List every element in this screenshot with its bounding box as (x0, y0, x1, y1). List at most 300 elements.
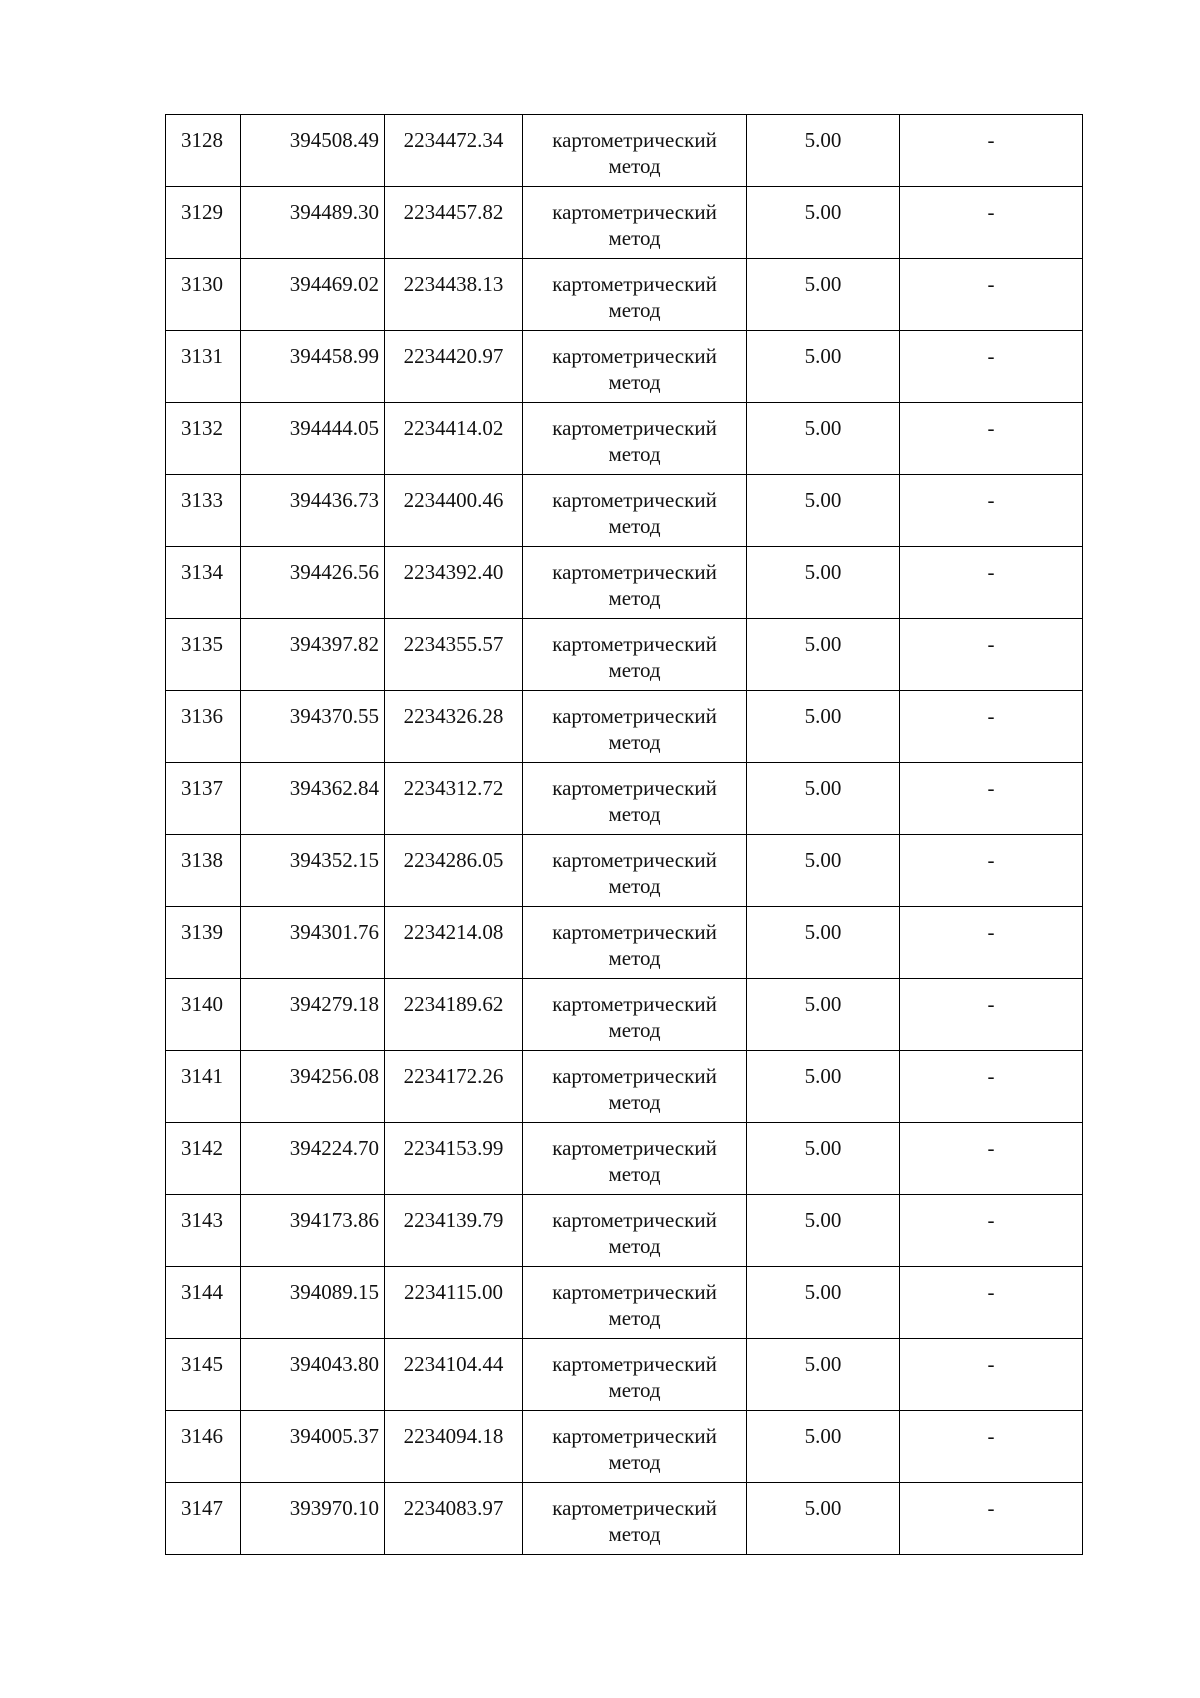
y-coordinate-cell-text: 2234172.26 (403, 1064, 504, 1088)
method-line-2: метод (608, 802, 661, 826)
point-number-cell (166, 1483, 241, 1555)
method-line-1: картометрический (552, 200, 717, 224)
method-cell (523, 1123, 747, 1195)
y-coordinate-cell-text: 2234115.00 (404, 1280, 503, 1304)
y-coordinate-cell-text: 2234355.57 (403, 632, 504, 656)
note-cell (900, 331, 1083, 403)
note-cell-text: - (987, 1352, 995, 1376)
method-line-1: картометрический (552, 560, 717, 584)
accuracy-cell-text: 5.00 (804, 1424, 842, 1448)
method-line-1: картометрический (552, 632, 717, 656)
note-cell (900, 259, 1083, 331)
point-number-cell-text: 3141 (181, 1064, 223, 1088)
method-cell (523, 979, 747, 1051)
coordinates-table-body (166, 115, 1083, 1555)
point-number-cell-text: 3131 (181, 344, 223, 368)
point-number-cell (166, 1339, 241, 1411)
x-coordinate-cell-text: 394370.55 (289, 704, 379, 728)
point-number-cell (166, 187, 241, 259)
point-number-cell (166, 763, 241, 835)
x-coordinate-cell (241, 835, 385, 907)
method-text (523, 1411, 746, 1475)
point-number-cell (166, 331, 241, 403)
y-coordinate-cell-text: 2234457.82 (403, 200, 504, 224)
note-cell-text: - (987, 128, 995, 152)
y-coordinate-cell (385, 187, 523, 259)
point-number-cell-text: 3144 (181, 1280, 223, 1304)
method-cell (523, 1195, 747, 1267)
method-text (523, 475, 746, 539)
method-cell (523, 1339, 747, 1411)
point-number-cell (166, 907, 241, 979)
point-number-cell (166, 691, 241, 763)
note-cell-text: - (987, 200, 995, 224)
y-coordinate-cell (385, 259, 523, 331)
accuracy-cell (747, 1483, 900, 1555)
method-line-1: картометрический (552, 1496, 717, 1520)
note-cell-text: - (987, 488, 995, 512)
accuracy-cell (747, 1267, 900, 1339)
table-row (166, 115, 1083, 187)
method-text (523, 763, 746, 827)
y-coordinate-cell (385, 835, 523, 907)
x-coordinate-cell (241, 187, 385, 259)
y-coordinate-cell (385, 403, 523, 475)
table-row (166, 547, 1083, 619)
y-coordinate-cell-text: 2234214.08 (403, 920, 504, 944)
y-coordinate-cell-text: 2234438.13 (403, 272, 504, 296)
y-coordinate-cell-text: 2234420.97 (403, 344, 504, 368)
x-coordinate-cell (241, 763, 385, 835)
method-line-2: метод (608, 1234, 661, 1258)
accuracy-cell (747, 1339, 900, 1411)
y-coordinate-cell-text: 2234472.34 (403, 128, 504, 152)
y-coordinate-cell-text: 2234083.97 (403, 1496, 504, 1520)
point-number-cell (166, 1123, 241, 1195)
point-number-cell (166, 1411, 241, 1483)
method-cell (523, 331, 747, 403)
note-cell (900, 547, 1083, 619)
table-row (166, 1339, 1083, 1411)
point-number-cell (166, 475, 241, 547)
method-text (523, 619, 746, 683)
coordinates-table (165, 114, 1083, 1555)
note-cell-text: - (987, 272, 995, 296)
table-row (166, 691, 1083, 763)
note-cell (900, 187, 1083, 259)
note-cell (900, 1267, 1083, 1339)
accuracy-cell (747, 547, 900, 619)
method-cell (523, 115, 747, 187)
note-cell-text: - (987, 1136, 995, 1160)
method-line-2: метод (608, 370, 661, 394)
point-number-cell-text: 3136 (181, 704, 223, 728)
x-coordinate-cell-text: 394444.05 (289, 416, 379, 440)
note-cell-text: - (987, 920, 995, 944)
table-row (166, 763, 1083, 835)
accuracy-cell (747, 259, 900, 331)
y-coordinate-cell (385, 1411, 523, 1483)
point-number-cell (166, 259, 241, 331)
accuracy-cell (747, 691, 900, 763)
y-coordinate-cell-text: 2234139.79 (403, 1208, 504, 1232)
method-cell (523, 259, 747, 331)
point-number-cell-text: 3140 (181, 992, 223, 1016)
accuracy-cell-text: 5.00 (804, 200, 842, 224)
x-coordinate-cell-text: 394279.18 (289, 992, 379, 1016)
method-text (523, 547, 746, 611)
table-row (166, 619, 1083, 691)
point-number-cell (166, 547, 241, 619)
x-coordinate-cell (241, 1339, 385, 1411)
accuracy-cell-text: 5.00 (804, 560, 842, 584)
method-text (523, 1123, 746, 1187)
accuracy-cell (747, 979, 900, 1051)
method-line-1: картометрический (552, 776, 717, 800)
point-number-cell-text: 3128 (181, 128, 223, 152)
y-coordinate-cell-text: 2234094.18 (403, 1424, 504, 1448)
y-coordinate-cell (385, 1267, 523, 1339)
point-number-cell (166, 403, 241, 475)
note-cell (900, 1051, 1083, 1123)
note-cell (900, 1123, 1083, 1195)
accuracy-cell (747, 619, 900, 691)
point-number-cell (166, 979, 241, 1051)
accuracy-cell-text: 5.00 (804, 848, 842, 872)
accuracy-cell-text: 5.00 (804, 1064, 842, 1088)
y-coordinate-cell-text: 2234312.72 (403, 776, 504, 800)
table-row (166, 403, 1083, 475)
accuracy-cell (747, 331, 900, 403)
note-cell-text: - (987, 848, 995, 872)
note-cell (900, 1483, 1083, 1555)
note-cell-text: - (987, 560, 995, 584)
accuracy-cell (747, 475, 900, 547)
method-line-1: картометрический (552, 1064, 717, 1088)
method-line-1: картометрический (552, 704, 717, 728)
method-cell (523, 763, 747, 835)
y-coordinate-cell (385, 1123, 523, 1195)
method-text (523, 835, 746, 899)
note-cell (900, 763, 1083, 835)
x-coordinate-cell (241, 907, 385, 979)
method-line-1: картометрический (552, 920, 717, 944)
method-text (523, 331, 746, 395)
accuracy-cell (747, 763, 900, 835)
method-line-2: метод (608, 1162, 661, 1186)
method-line-2: метод (608, 1018, 661, 1042)
accuracy-cell (747, 187, 900, 259)
method-cell (523, 1411, 747, 1483)
method-cell (523, 835, 747, 907)
table-row (166, 475, 1083, 547)
accuracy-cell-text: 5.00 (804, 1136, 842, 1160)
accuracy-cell-text: 5.00 (804, 632, 842, 656)
y-coordinate-cell (385, 619, 523, 691)
y-coordinate-cell (385, 331, 523, 403)
accuracy-cell (747, 115, 900, 187)
note-cell-text: - (987, 416, 995, 440)
note-cell (900, 1411, 1083, 1483)
note-cell-text: - (987, 1280, 995, 1304)
accuracy-cell (747, 403, 900, 475)
x-coordinate-cell (241, 403, 385, 475)
table-row (166, 907, 1083, 979)
method-text (523, 1195, 746, 1259)
accuracy-cell-text: 5.00 (804, 1208, 842, 1232)
y-coordinate-cell (385, 1051, 523, 1123)
method-text (523, 403, 746, 467)
x-coordinate-cell (241, 115, 385, 187)
x-coordinate-cell-text: 394469.02 (289, 272, 379, 296)
accuracy-cell-text: 5.00 (804, 272, 842, 296)
method-text (523, 907, 746, 971)
note-cell-text: - (987, 344, 995, 368)
y-coordinate-cell (385, 691, 523, 763)
x-coordinate-cell (241, 331, 385, 403)
method-line-1: картометрический (552, 1424, 717, 1448)
table-row (166, 1123, 1083, 1195)
accuracy-cell (747, 1411, 900, 1483)
table-row (166, 1267, 1083, 1339)
x-coordinate-cell-text: 394301.76 (289, 920, 379, 944)
x-coordinate-cell (241, 1123, 385, 1195)
y-coordinate-cell (385, 979, 523, 1051)
x-coordinate-cell-text: 394426.56 (289, 560, 379, 584)
method-line-1: картометрический (552, 416, 717, 440)
x-coordinate-cell-text: 393970.10 (289, 1496, 379, 1520)
accuracy-cell-text: 5.00 (804, 488, 842, 512)
accuracy-cell-text: 5.00 (804, 704, 842, 728)
y-coordinate-cell-text: 2234392.40 (403, 560, 504, 584)
note-cell (900, 907, 1083, 979)
note-cell (900, 475, 1083, 547)
accuracy-cell (747, 1051, 900, 1123)
x-coordinate-cell-text: 394089.15 (289, 1280, 379, 1304)
method-line-2: метод (608, 226, 661, 250)
y-coordinate-cell (385, 1195, 523, 1267)
method-text (523, 115, 746, 179)
table-row (166, 835, 1083, 907)
method-line-2: метод (608, 658, 661, 682)
method-line-2: метод (608, 1522, 661, 1546)
point-number-cell-text: 3130 (181, 272, 223, 296)
y-coordinate-cell (385, 763, 523, 835)
method-text (523, 1483, 746, 1547)
point-number-cell-text: 3134 (181, 560, 223, 584)
x-coordinate-cell (241, 1195, 385, 1267)
method-line-1: картометрический (552, 1208, 717, 1232)
method-cell (523, 547, 747, 619)
y-coordinate-cell (385, 1339, 523, 1411)
method-text (523, 1339, 746, 1403)
point-number-cell-text: 3142 (181, 1136, 223, 1160)
x-coordinate-cell (241, 1483, 385, 1555)
accuracy-cell-text: 5.00 (804, 128, 842, 152)
table-row (166, 1195, 1083, 1267)
accuracy-cell (747, 1123, 900, 1195)
method-line-2: метод (608, 1090, 661, 1114)
x-coordinate-cell-text: 394005.37 (289, 1424, 379, 1448)
method-text (523, 691, 746, 755)
table-row (166, 979, 1083, 1051)
y-coordinate-cell-text: 2234326.28 (403, 704, 504, 728)
point-number-cell (166, 1267, 241, 1339)
note-cell (900, 979, 1083, 1051)
method-line-2: метод (608, 586, 661, 610)
point-number-cell-text: 3146 (181, 1424, 223, 1448)
x-coordinate-cell-text: 394173.86 (289, 1208, 379, 1232)
method-cell (523, 403, 747, 475)
point-number-cell (166, 835, 241, 907)
point-number-cell-text: 3138 (181, 848, 223, 872)
method-line-2: метод (608, 442, 661, 466)
table-row (166, 331, 1083, 403)
x-coordinate-cell-text: 394436.73 (289, 488, 379, 512)
method-text (523, 259, 746, 323)
method-line-1: картометрический (552, 344, 717, 368)
note-cell-text: - (987, 704, 995, 728)
method-cell (523, 619, 747, 691)
point-number-cell-text: 3143 (181, 1208, 223, 1232)
method-text (523, 187, 746, 251)
method-line-1: картометрический (552, 992, 717, 1016)
note-cell-text: - (987, 632, 995, 656)
y-coordinate-cell-text: 2234400.46 (403, 488, 504, 512)
note-cell-text: - (987, 1208, 995, 1232)
note-cell-text: - (987, 992, 995, 1016)
y-coordinate-cell-text: 2234286.05 (403, 848, 504, 872)
method-line-2: метод (608, 874, 661, 898)
method-line-1: картометрический (552, 1136, 717, 1160)
method-line-1: картометрический (552, 848, 717, 872)
y-coordinate-cell-text: 2234153.99 (403, 1136, 504, 1160)
method-line-2: метод (608, 154, 661, 178)
method-line-1: картометрический (552, 1280, 717, 1304)
note-cell (900, 835, 1083, 907)
accuracy-cell-text: 5.00 (804, 1352, 842, 1376)
point-number-cell-text: 3132 (181, 416, 223, 440)
x-coordinate-cell-text: 394352.15 (289, 848, 379, 872)
x-coordinate-cell-text: 394256.08 (289, 1064, 379, 1088)
method-line-2: метод (608, 1450, 661, 1474)
accuracy-cell (747, 835, 900, 907)
y-coordinate-cell (385, 1483, 523, 1555)
point-number-cell (166, 1195, 241, 1267)
y-coordinate-cell-text: 2234104.44 (403, 1352, 504, 1376)
point-number-cell-text: 3145 (181, 1352, 223, 1376)
y-coordinate-cell (385, 907, 523, 979)
method-line-1: картометрический (552, 488, 717, 512)
note-cell (900, 1339, 1083, 1411)
x-coordinate-cell-text: 394508.49 (289, 128, 379, 152)
y-coordinate-cell (385, 475, 523, 547)
method-line-1: картометрический (552, 272, 717, 296)
x-coordinate-cell (241, 1051, 385, 1123)
point-number-cell-text: 3135 (181, 632, 223, 656)
note-cell (900, 1195, 1083, 1267)
note-cell (900, 619, 1083, 691)
accuracy-cell-text: 5.00 (804, 416, 842, 440)
accuracy-cell-text: 5.00 (804, 992, 842, 1016)
point-number-cell-text: 3139 (181, 920, 223, 944)
method-line-1: картометрический (552, 1352, 717, 1376)
method-cell (523, 1051, 747, 1123)
x-coordinate-cell (241, 619, 385, 691)
accuracy-cell-text: 5.00 (804, 1280, 842, 1304)
x-coordinate-cell (241, 1411, 385, 1483)
method-line-2: метод (608, 1378, 661, 1402)
y-coordinate-cell-text: 2234189.62 (403, 992, 504, 1016)
method-line-2: метод (608, 298, 661, 322)
method-line-2: метод (608, 514, 661, 538)
x-coordinate-cell-text: 394458.99 (289, 344, 379, 368)
point-number-cell (166, 1051, 241, 1123)
method-cell (523, 1483, 747, 1555)
note-cell-text: - (987, 1424, 995, 1448)
point-number-cell-text: 3129 (181, 200, 223, 224)
accuracy-cell-text: 5.00 (804, 776, 842, 800)
method-text (523, 1267, 746, 1331)
y-coordinate-cell (385, 115, 523, 187)
x-coordinate-cell (241, 691, 385, 763)
x-coordinate-cell-text: 394397.82 (289, 632, 379, 656)
note-cell-text: - (987, 1064, 995, 1088)
note-cell (900, 691, 1083, 763)
note-cell-text: - (987, 776, 995, 800)
x-coordinate-cell (241, 979, 385, 1051)
y-coordinate-cell-text: 2234414.02 (403, 416, 504, 440)
x-coordinate-cell (241, 547, 385, 619)
method-line-2: метод (608, 946, 661, 970)
table-row (166, 1483, 1083, 1555)
x-coordinate-cell (241, 259, 385, 331)
y-coordinate-cell (385, 547, 523, 619)
note-cell-text: - (987, 1496, 995, 1520)
accuracy-cell-text: 5.00 (804, 1496, 842, 1520)
table-row (166, 1411, 1083, 1483)
x-coordinate-cell-text: 394362.84 (289, 776, 379, 800)
point-number-cell-text: 3147 (181, 1496, 223, 1520)
method-line-2: метод (608, 730, 661, 754)
method-line-1: картометрический (552, 128, 717, 152)
table-row (166, 187, 1083, 259)
method-cell (523, 475, 747, 547)
accuracy-cell-text: 5.00 (804, 920, 842, 944)
table-row (166, 1051, 1083, 1123)
note-cell (900, 403, 1083, 475)
accuracy-cell (747, 907, 900, 979)
x-coordinate-cell (241, 1267, 385, 1339)
accuracy-cell (747, 1195, 900, 1267)
x-coordinate-cell-text: 394489.30 (289, 200, 379, 224)
method-cell (523, 187, 747, 259)
x-coordinate-cell-text: 394043.80 (289, 1352, 379, 1376)
table-row (166, 259, 1083, 331)
point-number-cell (166, 619, 241, 691)
point-number-cell-text: 3133 (181, 488, 223, 512)
method-cell (523, 907, 747, 979)
note-cell (900, 115, 1083, 187)
method-cell (523, 691, 747, 763)
point-number-cell (166, 115, 241, 187)
method-text (523, 1051, 746, 1115)
method-line-2: метод (608, 1306, 661, 1330)
method-cell (523, 1267, 747, 1339)
method-text (523, 979, 746, 1043)
accuracy-cell-text: 5.00 (804, 344, 842, 368)
x-coordinate-cell-text: 394224.70 (289, 1136, 379, 1160)
